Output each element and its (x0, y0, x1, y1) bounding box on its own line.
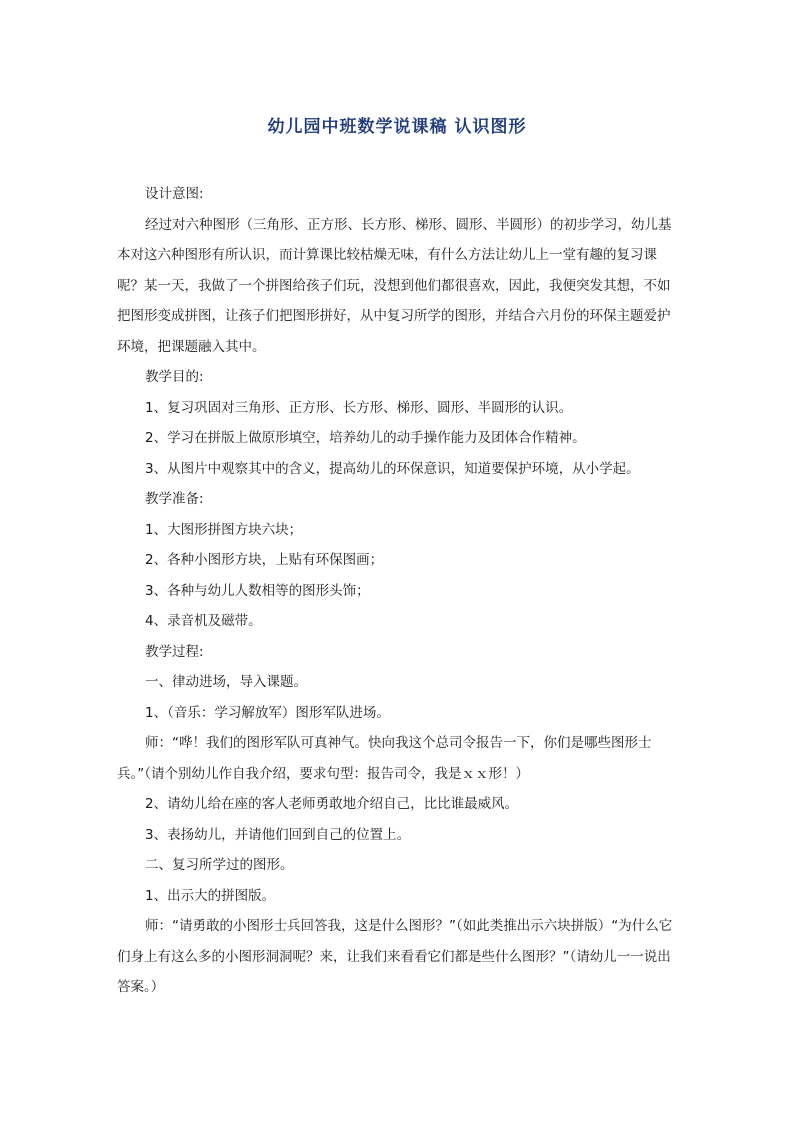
process-step-1-teacher-dialogue: 师：“哗！我们的图形军队可真神气。快向我这个总司令报告一下，你们是哪些图形士兵。”（请个别幼儿作自我介绍，要求句型：报告司令，我是ｘｘ形！） (117, 735, 652, 782)
process-step-1-item-3: 3、表扬幼儿，并请他们回到自己的位置上。 (145, 826, 411, 843)
section-heading-process: 教学过程: (145, 643, 204, 660)
document-title: 幼儿园中班数学说课稿 认识图形 (267, 117, 527, 137)
document-body (117, 179, 677, 1003)
process-step-2-teacher-dialogue: 师：“请勇敢的小图形士兵回答我，这是什么图形？”（如此类推出示六块拼版）“为什么它们身上有这么多的小图形洞洞呢？来，让我们来看看它们都是些什么图形？”（请幼儿一一说出答案。） (117, 918, 673, 995)
preparation-item-3: 3、各种与幼儿人数相等的图形头饰； (145, 582, 370, 599)
preparation-item-4: 4、录音机及磁带。 (145, 613, 262, 629)
process-step-2-heading: 二、复习所学过的图形。 (145, 857, 294, 873)
paragraph-design-intent: 经过对六种图形（三角形、正方形、长方形、梯形、圆形、半圆形）的初步学习，幼儿基本对这六种图形有所认识，而计算课比较枯燥无味，有什么方法让幼儿上一堂有趣的复习课呢？某一天，我做了一个拼图给孩子们玩，没想到他们都很喜欢，因此，我便突发其想，不如把图形变成拼图，让孩子们把图形拼好，从中复习所学的图形，并结合六月份的环保主题爱护环境，把课题融入其中。 (117, 216, 672, 355)
preparation-item-2: 2、各种小图形方块，上贴有环保图画； (145, 552, 384, 568)
section-heading-teaching-goals: 教学目的: (145, 369, 204, 385)
goal-item-1: 1、复习巩固对三角形、正方形、长方形、梯形、圆形、半圆形的认识。 (145, 399, 573, 416)
process-step-1-heading: 一、律动进场，导入课题。 (145, 674, 307, 690)
process-step-1-item-2: 2、请幼儿给在座的客人老师勇敢地介绍自己，比比谁最威风。 (145, 796, 519, 812)
goal-item-2: 2、学习在拼版上做原形填空，培养幼儿的动手操作能力及团体合作精神。 (145, 430, 586, 446)
process-step-2-item-1: 1、出示大的拼图版。 (145, 887, 276, 904)
preparation-item-1: 1、大图形拼图方块六块； (145, 521, 303, 538)
goal-item-3: 3、从图片中观察其中的含义，提高幼儿的环保意识，知道要保护环境，从小学起。 (145, 460, 640, 477)
section-heading-preparation: 教学准备: (145, 491, 204, 507)
section-heading-design-intent: 设计意图: (145, 186, 204, 202)
process-step-1-item-1: 1、（音乐：学习解放军）图形军队进场。 (145, 704, 390, 721)
